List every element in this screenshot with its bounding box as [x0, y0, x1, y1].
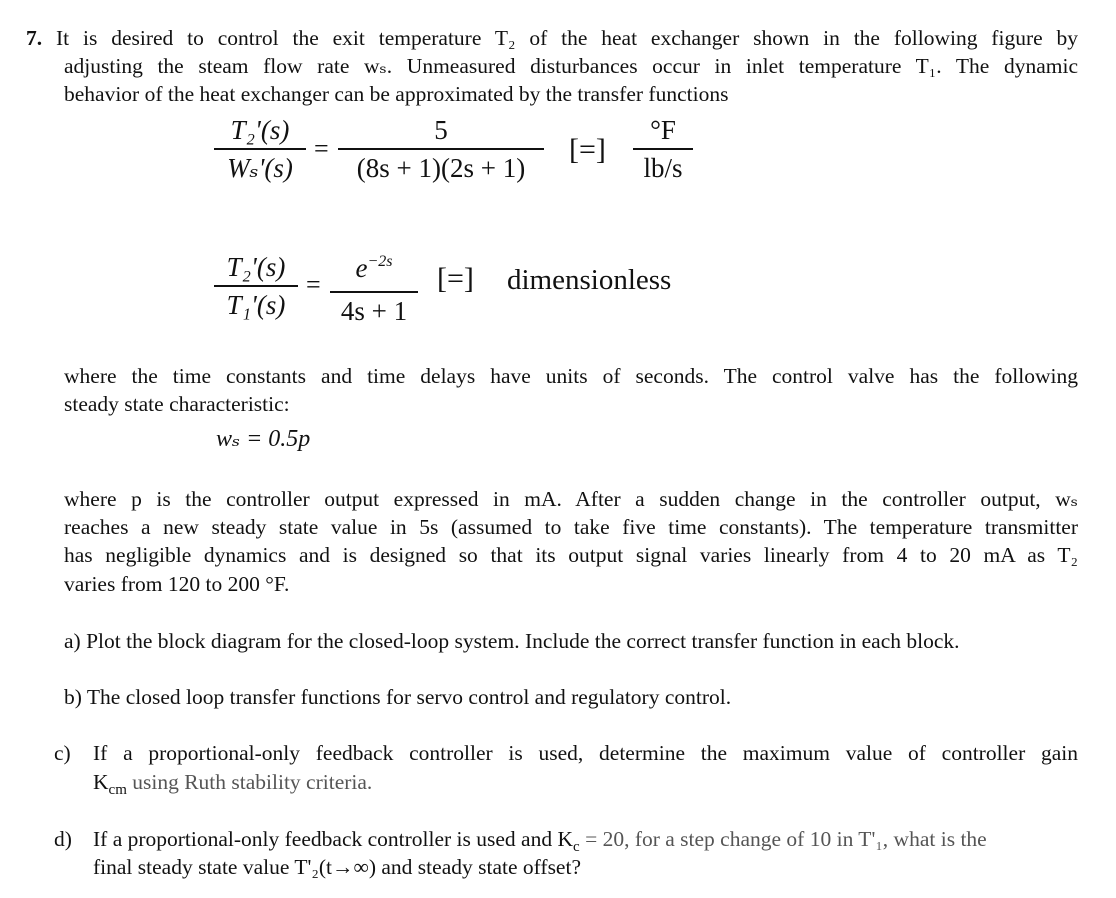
- question-intro-line2: adjusting the steam flow rate wₛ. Unmeasured disturbances occur in inlet temperature T₁. The dynamic: [64, 54, 1078, 78]
- part-c-line2-text: using Ruth stability criteria.: [126, 770, 373, 794]
- eq1-rhs-numerator: 5: [434, 115, 448, 145]
- eq1-equals: =: [314, 134, 329, 163]
- kcm-subscript: cm: [108, 782, 127, 798]
- part-b: b) The closed loop transfer functions for servo control and regulatory control.: [64, 685, 732, 709]
- part-d-line2: final steady state value T'₂(t→∞) and steady state offset?: [93, 855, 581, 879]
- kc-subscript: c: [573, 839, 580, 855]
- eq1-rhs-bar: [338, 148, 544, 150]
- eq2-rhs-exponent: −2s: [367, 253, 393, 270]
- eq2-lhs-numerator: T₂'(s): [226, 252, 286, 282]
- para2-line2: steady state characteristic:: [64, 392, 290, 416]
- eq1-units-denominator: lb/s: [643, 152, 683, 183]
- eq2-units-symbol: [=]: [437, 262, 474, 295]
- eq2-rhs-bar: [330, 291, 418, 293]
- question-intro-line1: [26, 26, 1078, 51]
- eq2-lhs-denominator: T₁'(s): [226, 289, 286, 320]
- part-d-label: d): [54, 827, 72, 851]
- intro-text-1: It is desired to control the exit temperature T₂ of the heat exchanger shown in the following figure by: [56, 26, 1079, 50]
- eq2-units-text: dimensionless: [507, 264, 672, 296]
- eq2-rhs-fraction: [330, 236, 418, 328]
- para3-line3: has negligible dynamics and is designed so that its output signal varies linearly from 4 to 20 mA as T₂: [64, 543, 1078, 567]
- part-d-line1: [93, 827, 987, 856]
- para3-line2: reaches a new steady state value in 5s (assumed to take five time constants). The temperature transmitter: [64, 515, 1078, 539]
- eq1-rhs-fraction: [338, 113, 544, 185]
- eq2-lhs-bar: [214, 285, 298, 287]
- para3-line4: varies from 120 to 200 °F.: [64, 572, 290, 596]
- valve-equation: wₛ = 0.5p: [216, 426, 311, 452]
- eq1-units-bar: [633, 148, 693, 150]
- eq2-equals: =: [306, 270, 321, 299]
- part-c-line1: If a proportional-only feedback controller is used, determine the maximum value of controller gain: [93, 741, 1078, 765]
- eq1-units-fraction: [633, 113, 693, 185]
- eq1-lhs-bar: [214, 148, 306, 150]
- eq2-rhs-denominator: 4s + 1: [340, 295, 408, 326]
- kcm-symbol: K: [93, 770, 109, 794]
- question-intro-line3: behavior of the heat exchanger can be approximated by the transfer functions: [64, 82, 729, 106]
- eq1-units-symbol: [=]: [569, 133, 606, 166]
- para2-line1: where the time constants and time delays have units of seconds. The control valve has the following: [64, 364, 1078, 388]
- part-c-label: c): [54, 741, 71, 765]
- eq2-lhs-fraction: [214, 250, 298, 322]
- eq1-lhs-fraction: [214, 113, 306, 185]
- part-d-line1-b: = 20, for a step change of 10 in T'₁, what is the: [579, 827, 987, 851]
- eq2-rhs-exp-base: e: [355, 253, 368, 283]
- part-c-line2: [93, 770, 372, 799]
- question-number: 7.: [26, 26, 43, 50]
- eq2-rhs-numerator: [330, 236, 418, 290]
- eq1-lhs-numerator: T₂'(s): [230, 115, 290, 145]
- part-d-line1-a: If a proportional-only feedback controller is used and K: [93, 827, 574, 851]
- part-a: a) Plot the block diagram for the closed-loop system. Include the correct transfer function in each block.: [64, 629, 960, 653]
- eq1-rhs-denominator: (8s + 1)(2s + 1): [356, 152, 526, 183]
- eq1-lhs-denominator: Wₛ'(s): [227, 152, 293, 183]
- eq1-units-numerator: °F: [650, 115, 676, 145]
- para3-line1: where p is the controller output expressed in mA. After a sudden change in the controller output, wₛ: [64, 487, 1078, 511]
